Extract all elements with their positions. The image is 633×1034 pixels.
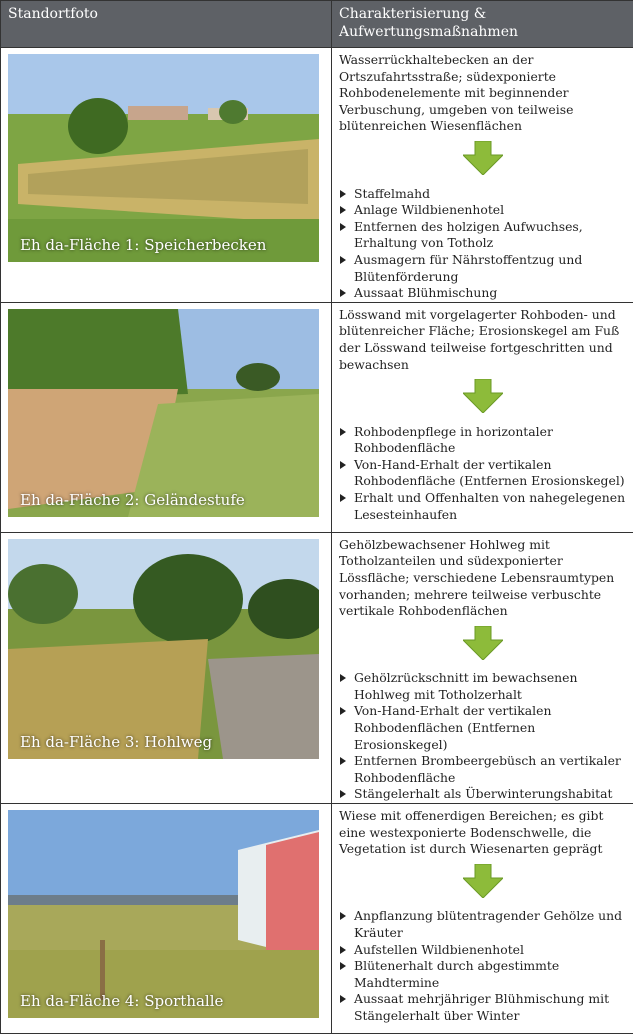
table-row bbox=[1, 302, 633, 532]
measure-item: Anlage Wildbienenhotel bbox=[339, 202, 626, 219]
site-photo-4 bbox=[8, 810, 319, 1018]
photo-cell bbox=[1, 48, 332, 303]
measure-item: Gehölzrückschnitt im bewachsenen Hohlweg mit Totholzerhalt bbox=[339, 670, 626, 703]
photo-caption: Eh da-Fläche 4: Sporthalle bbox=[20, 992, 223, 1010]
measure-item: Von-Hand-Erhalt der vertikalen Rohbodenflächen (Entfernen Erosionskegel) bbox=[339, 703, 626, 753]
measure-item: Ausmagern für Nährstoffentzug und Blütenförderung bbox=[339, 252, 626, 285]
down-arrow-icon bbox=[339, 864, 626, 903]
description-cell bbox=[332, 48, 633, 303]
down-arrow-icon bbox=[339, 626, 626, 665]
measure-item: Aufstellen Wildbienenhotel bbox=[339, 942, 626, 959]
header-row bbox=[1, 1, 633, 48]
measure-item: Von-Hand-Erhalt der vertikalen Rohbodenfläche (Entfernen Erosionskegel) bbox=[339, 457, 626, 490]
description-cell bbox=[332, 302, 633, 532]
table-row bbox=[1, 48, 633, 303]
table-row bbox=[1, 804, 633, 1034]
measure-item: Rohbodenpflege in horizontaler Rohbodenfläche bbox=[339, 424, 626, 457]
measure-item: Blütenerhalt durch abgestimmte Mahdtermine bbox=[339, 958, 626, 991]
measures-list bbox=[339, 186, 626, 302]
site-description: Gehölzbewachsener Hohlweg mit Totholzanteilen und südexponierter Lössfläche; verschiedene Lebensraumtypen vorhanden; mehrere teilweise verbuschte vertikale Rohbodenflächen bbox=[339, 537, 626, 620]
photo-caption: Eh da-Fläche 3: Hohlweg bbox=[20, 733, 212, 751]
measure-item: Erhalt und Offenhalten von nahegelegenen Lesesteinhaufen bbox=[339, 490, 626, 523]
site-photo-3 bbox=[8, 539, 319, 759]
site-description: Wiese mit offenerdigen Bereichen; es gibt eine westexponierte Bodenschwelle, die Vegetation ist durch Wiesenarten geprägt bbox=[339, 808, 626, 858]
measure-item: Stängelerhalt als Überwinterungshabitat bbox=[339, 786, 626, 803]
measures-list bbox=[339, 908, 626, 1024]
measure-item: Anpflanzung blütentragender Gehölze und Kräuter bbox=[339, 908, 626, 941]
measures-list bbox=[339, 424, 626, 524]
measure-item: Entfernen Brombeergebüsch an vertikaler Rohbodenfläche bbox=[339, 753, 626, 786]
measure-item: Staffelmahd bbox=[339, 186, 626, 203]
site-photo-1 bbox=[8, 54, 319, 262]
down-arrow-icon bbox=[339, 379, 626, 418]
measure-item: Entfernen des holzigen Aufwuchses, Erhaltung von Totholz bbox=[339, 219, 626, 252]
table-row bbox=[1, 532, 633, 803]
header-characterization: Charakterisierung & Aufwertungsmaßnahmen bbox=[332, 1, 633, 48]
photo-cell bbox=[1, 302, 332, 532]
description-cell bbox=[332, 532, 633, 803]
photo-cell bbox=[1, 532, 332, 803]
measures-list bbox=[339, 670, 626, 803]
header-photo: Standortfoto bbox=[1, 1, 332, 48]
photo-cell bbox=[1, 804, 332, 1034]
site-photo-2 bbox=[8, 309, 319, 517]
photo-caption: Eh da-Fläche 2: Geländestufe bbox=[20, 491, 245, 509]
measure-item: Aussaat mehrjähriger Blühmischung mit Stängelerhalt über Winter bbox=[339, 991, 626, 1024]
description-cell bbox=[332, 804, 633, 1034]
site-description: Wasserrückhaltebecken an der Ortszufahrtsstraße; südexponierte Rohbodenelemente mit beginnender Verbuschung, umgeben von teilweise blütenreichen Wiesenflächen bbox=[339, 52, 626, 135]
site-description: Lösswand mit vorgelagerter Rohboden- und blütenreicher Fläche; Erosionskegel am Fuß der Lösswand teilweise fortgeschritten und bewachsen bbox=[339, 307, 626, 373]
measure-item: Aussaat Blühmischung bbox=[339, 285, 626, 302]
photo-caption: Eh da-Fläche 1: Speicherbecken bbox=[20, 236, 266, 254]
down-arrow-icon bbox=[339, 141, 626, 180]
